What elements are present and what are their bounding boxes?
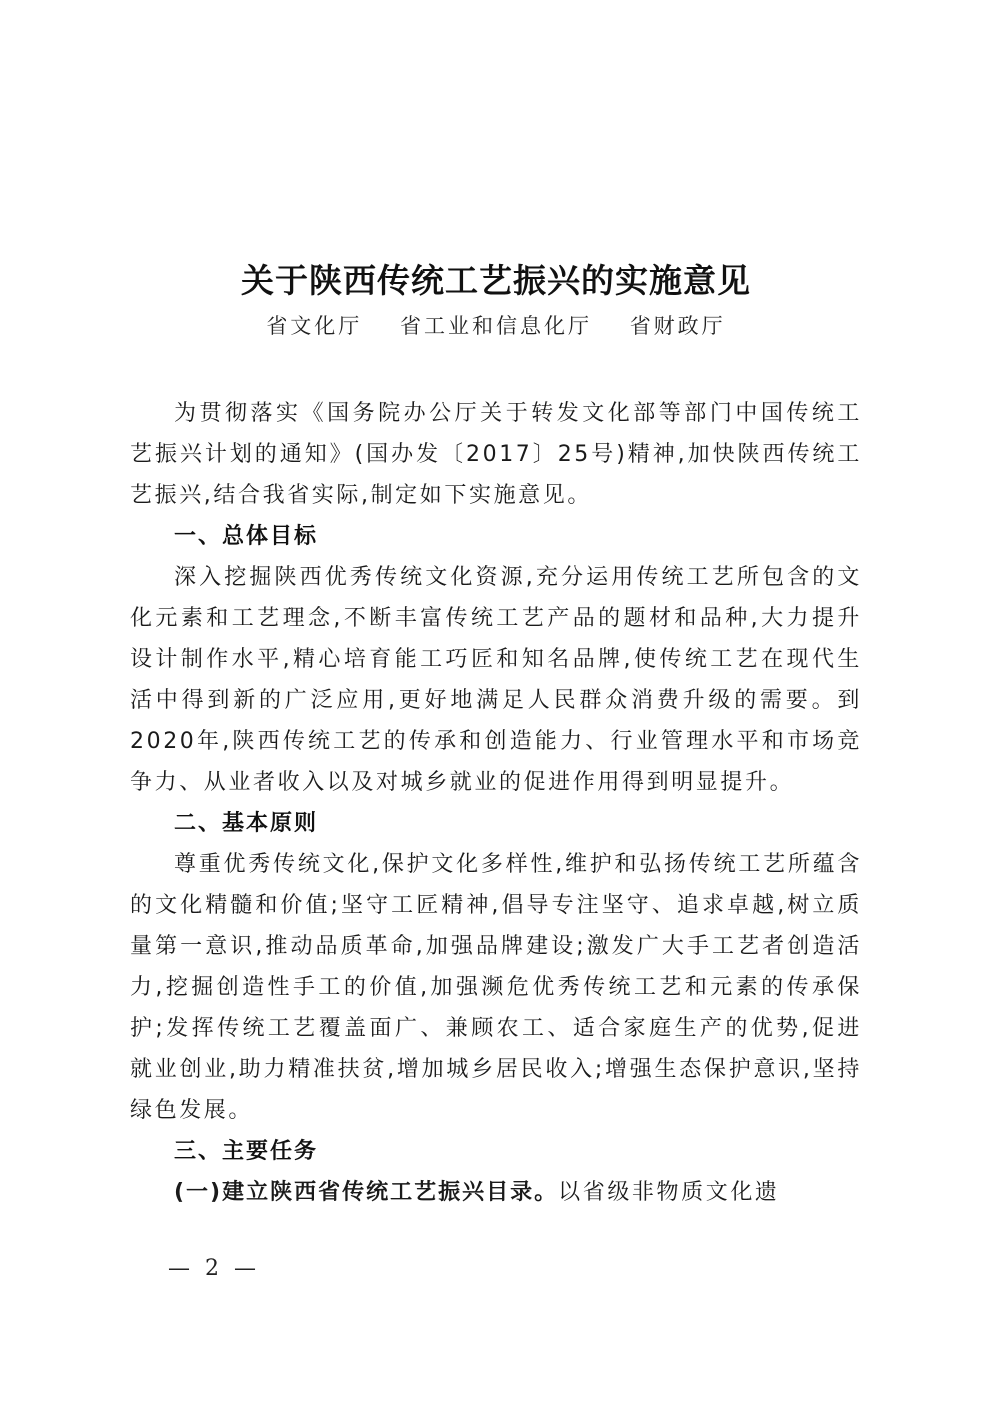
intro-paragraph: 为贯彻落实《国务院办公厅关于转发文化部等部门中国传统工艺振兴计划的通知》(国办发〔2017〕25号)精神,加快陕西传统工艺振兴,结合我省实际,制定如下实施意见。 [130, 401, 862, 508]
task-text: 以省级非物质文化遗 [558, 1180, 780, 1205]
section-text-main-tasks [130, 1172, 862, 1213]
section-text-overall-goal: 深入挖掘陕西优秀传统文化资源,充分运用传统工艺所包含的文化元素和工艺理念,不断丰富传统工艺产品的题材和品种,大力提升设计制作水平,精心培育能工巧匠和知名品牌,使传统工艺在现代生活中得到新的广泛应用,更好地满足人民群众消费升级的需要。到2020年,陕西传统工艺的传承和创造能力、行业管理水平和市场竞争力、从业者收入以及对城乡就业的促进作用得到明显提升。 [130, 565, 862, 795]
section-text-basic-principles: 尊重优秀传统文化,保护文化多样性,维护和弘扬传统工艺所蕴含的文化精髓和价值;坚守工匠精神,倡导专注坚守、追求卓越,树立质量第一意识,推动品质革命,加强品牌建设;激发广大手工艺者创造活力,挖掘创造性手工的价值,加强濒危优秀传统工艺和元素的传承保护;发挥传统工艺覆盖面广、兼顾农工、适合家庭生产的优势,促进就业创业,助力精准扶贫,增加城乡居民收入;增强生态保护意识,坚持绿色发展。 [130, 852, 862, 1123]
agency-culture-department: 省文化厅 [266, 314, 363, 338]
section-heading-main-tasks: 三、主要任务 [174, 1139, 319, 1164]
section-heading-overall-goal: 一、总体目标 [174, 524, 319, 549]
document-body [130, 393, 862, 1213]
page-number: — 2 — [168, 1256, 260, 1281]
issuing-agencies [0, 310, 992, 340]
agency-industry-it-department: 省工业和信息化厅 [400, 314, 592, 338]
agency-finance-department: 省财政厅 [629, 314, 726, 338]
document-title: 关于陕西传统工艺振兴的实施意见 [241, 261, 751, 300]
task-subheading: (一)建立陕西省传统工艺振兴目录。 [174, 1180, 559, 1205]
section-heading-basic-principles: 二、基本原则 [174, 811, 319, 836]
